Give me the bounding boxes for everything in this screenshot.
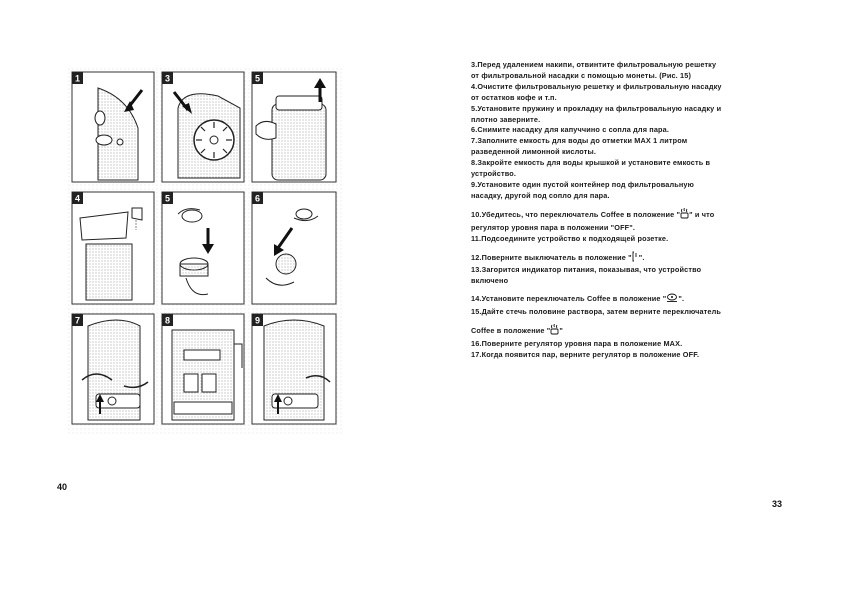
step12-text-b: ". xyxy=(638,252,645,262)
step14-text-a: 14.Установите переключатель Coffee в положение " xyxy=(471,294,667,304)
instruction-line: регулятор уровня пара в положении "OFF". xyxy=(471,222,636,232)
panel-5a xyxy=(252,72,336,182)
step15-text-a: Coffee в положение " xyxy=(471,326,551,336)
panel-label: 9 xyxy=(254,315,261,326)
instruction-line: устройство. xyxy=(471,169,517,179)
panel-label: 5 xyxy=(254,73,261,84)
step15-text-b: " xyxy=(559,326,564,336)
panel-label: 8 xyxy=(164,315,171,326)
instruction-step-10 xyxy=(471,208,791,223)
panel-5b xyxy=(162,192,244,304)
instruction-step-12 xyxy=(471,251,791,266)
instruction-line: 5.Установите пружину и прокладку на фильтровальную насадку и xyxy=(471,103,722,113)
instruction-line: включено xyxy=(471,276,509,286)
instruction-line: 13.Загорится индикатор питания, показывая, что устройство xyxy=(471,265,702,275)
panel-6 xyxy=(252,192,336,304)
coffee-steam-icon xyxy=(680,208,689,223)
panel-label: 1 xyxy=(74,73,81,84)
instruction-line: от фильтровальной насадки с помощью монеты. (Рис. 15) xyxy=(471,70,692,80)
instruction-step-15-cont xyxy=(471,324,791,339)
page-number-left: 40 xyxy=(57,482,68,492)
panel-3 xyxy=(162,72,244,182)
panel-label: 3 xyxy=(164,73,171,84)
instruction-line: от остатков кофе и т.п. xyxy=(471,92,557,102)
panel-label: 4 xyxy=(74,193,81,204)
instruction-line: 7.Заполните емкость для воды до отметки MAX 1 литром xyxy=(471,136,688,146)
instruction-line: разведенной лимонной кислоты. xyxy=(471,147,597,157)
instruction-line: 3.Перед удалением накипи, отвинтите фильтровальную решетку xyxy=(471,60,717,69)
panel-label: 6 xyxy=(254,193,261,204)
instruction-line: 17.Когда появится пар, верните регулятор в положение OFF. xyxy=(471,349,700,359)
coffee-cup-icon xyxy=(666,293,678,307)
panel-7 xyxy=(72,314,154,424)
illustration-grid xyxy=(68,68,344,436)
step10-text-a: 10.Убедитесь, что переключатель Coffee в положение " xyxy=(471,209,681,219)
instruction-line: 8.Закройте емкость для воды крышкой и установите емкость в xyxy=(471,158,711,168)
instruction-line: 6.Снимите насадку для капуччино с сопла для пара. xyxy=(471,125,670,135)
panel-label: 7 xyxy=(74,315,81,326)
step14-text-b: ". xyxy=(678,294,685,304)
instruction-line: насадку, другой под сопло для пара. xyxy=(471,190,610,200)
instruction-line: 15.Дайте стечь половине раствора, затем верните переключатель xyxy=(471,307,722,317)
instruction-line: 11.Подсоедините устройство к подходящей розетке. xyxy=(471,233,669,243)
panel-1 xyxy=(72,72,154,182)
panel-4 xyxy=(72,192,154,304)
step12-text-a: 12.Поверните выключатель в положение " xyxy=(471,252,632,262)
power-switch-icon xyxy=(632,251,639,266)
step10-text-b: " и что xyxy=(689,209,715,219)
panel-8 xyxy=(162,314,244,424)
instructions-text xyxy=(471,60,791,361)
instruction-line: 9.Установите один пустой контейнер под фильтровальную xyxy=(471,179,695,189)
instruction-line: 16.Поверните регулятор уровня пара в положение MAX. xyxy=(471,338,683,348)
instruction-line: плотно заверните. xyxy=(471,114,541,124)
page-number-right: 33 xyxy=(772,499,783,509)
instruction-step-14 xyxy=(471,293,791,307)
panel-label: 5 xyxy=(164,193,171,204)
panel-9 xyxy=(252,314,336,424)
instruction-line: 4.Очистите фильтровальную решетку и фильтровальную насадку xyxy=(471,81,722,91)
